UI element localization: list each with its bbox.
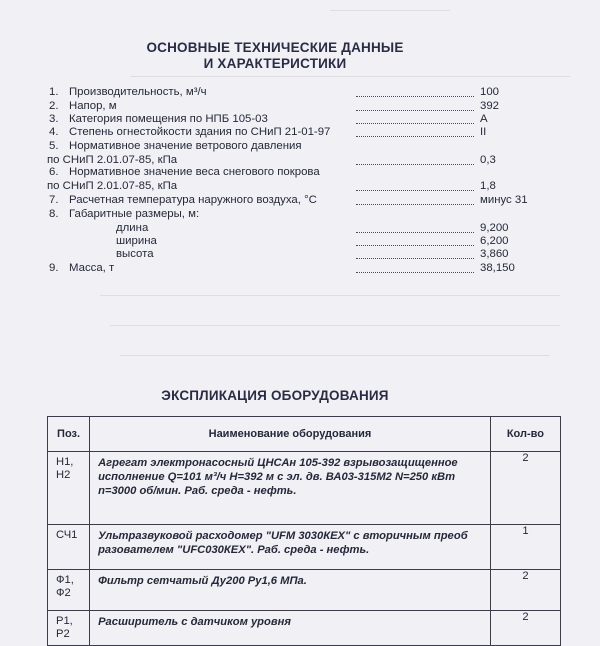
equipment-name: Ультразвуковой расходомер "UFM 3030КЕХ" с вторичным преоб разователем "UFC030КЕХ". Раб. среда - нефть. [90, 525, 491, 570]
header-name: Наименование оборудования [90, 417, 491, 452]
tech-title-line-1: ОСНОВНЫЕ ТЕХНИЧЕСКИЕ ДАННЫЕ [146, 40, 404, 55]
tech-item-number: 5. [49, 140, 59, 152]
equipment-qty: 2 [490, 611, 560, 646]
equipment-name: Агрегат электронасосный ЦНСАн 105-392 взрывозащищенное исполнение Q=101 м³/ч H=392 м с эл. дв. ВА03-315М2 N=250 кВт n=3000 об/мин. Раб. среда - нефть. [90, 452, 491, 525]
equipment-name: Фильтр сетчатый Ду200 Ру1,6 МПа. [90, 570, 491, 611]
leader-dots [356, 244, 474, 246]
tech-item-label: Нормативное значение ветрового давления [69, 140, 302, 152]
header-qty: Кол-во [490, 417, 560, 452]
tech-item-value: 3,860 [480, 248, 509, 260]
leader-dots [356, 109, 474, 111]
tech-item-number: 2. [49, 100, 59, 112]
table-row [48, 570, 561, 611]
equipment-title: ЭКСПЛИКАЦИЯ ОБОРУДОВАНИЯ [161, 388, 389, 403]
equipment-name: Расширитель с датчиком уровня [90, 611, 491, 646]
equipment-pos: Ф1, Ф2 [48, 570, 90, 611]
tech-item-number: 8. [49, 208, 59, 220]
tech-item-label: Степень огнестойкости здания по СНиП 21-01-97 [69, 126, 331, 138]
tech-item-value: 6,200 [480, 235, 509, 247]
bleed-through-line [100, 295, 560, 296]
table-row [48, 611, 561, 646]
tech-item-label: Габаритные размеры, м: [69, 208, 200, 220]
table-row [48, 452, 561, 525]
leader-dots [356, 95, 474, 97]
tech-item-number: 6. [49, 166, 59, 178]
tech-item-label: Расчетная температура наружного воздуха, °С [69, 194, 317, 206]
bleed-through-line [330, 10, 450, 11]
leader-dots [356, 189, 474, 191]
equipment-pos: Р1, Р2 [48, 611, 90, 646]
tech-item-label: Производительность, м³/ч [69, 86, 207, 98]
tech-item-value: 0,3 [480, 154, 496, 166]
tech-item-label: по СНиП 2.01.07-85, кПа [47, 180, 178, 192]
tech-item-label: Нормативное значение веса снегового покрова [69, 166, 320, 178]
tech-item-label: Напор, м [69, 100, 117, 112]
tech-item-value: II [480, 126, 487, 138]
table-row [48, 525, 561, 570]
tech-item-number: 9. [49, 262, 59, 274]
tech-title-line-2: И ХАРАКТЕРИСТИКИ [203, 56, 347, 71]
leader-dots [356, 135, 474, 137]
tech-item-number: 7. [49, 194, 59, 206]
tech-item-label: Масса, т [69, 262, 115, 274]
header-pos: Поз. [48, 417, 90, 452]
equipment-pos: Н1, Н2 [48, 452, 90, 525]
bleed-through-line [130, 76, 570, 77]
equipment-table [47, 416, 561, 646]
bleed-through-line [120, 355, 550, 356]
tech-item-label: Категория помещения по НПБ 105-03 [69, 113, 268, 125]
leader-dots [356, 122, 474, 124]
table-header-row [48, 417, 561, 452]
tech-item-value: 38,150 [480, 262, 515, 274]
bleed-through-line [110, 325, 560, 326]
tech-item-label: ширина [116, 235, 157, 247]
tech-item-number: 3. [49, 113, 59, 125]
tech-item-label: длина [116, 222, 149, 234]
leader-dots [356, 271, 474, 273]
tech-item-value: А [480, 113, 488, 125]
leader-dots [356, 257, 474, 259]
equipment-qty: 2 [490, 570, 560, 611]
equipment-qty: 2 [490, 452, 560, 525]
tech-item-value: 1,8 [480, 180, 496, 192]
tech-item-label: высота [116, 248, 154, 260]
tech-item-value: 392 [480, 100, 500, 112]
tech-item-value: 100 [480, 86, 500, 98]
leader-dots [356, 163, 474, 165]
tech-item-value: 9,200 [480, 222, 509, 234]
equipment-pos: СЧ1 [48, 525, 90, 570]
tech-item-value: минус 31 [480, 194, 528, 206]
leader-dots [356, 231, 474, 233]
leader-dots [356, 203, 474, 205]
tech-item-number: 1. [49, 86, 59, 98]
equipment-qty: 1 [490, 525, 560, 570]
tech-item-number: 4. [49, 126, 59, 138]
tech-item-label: по СНиП 2.01.07-85, кПа [47, 154, 178, 166]
